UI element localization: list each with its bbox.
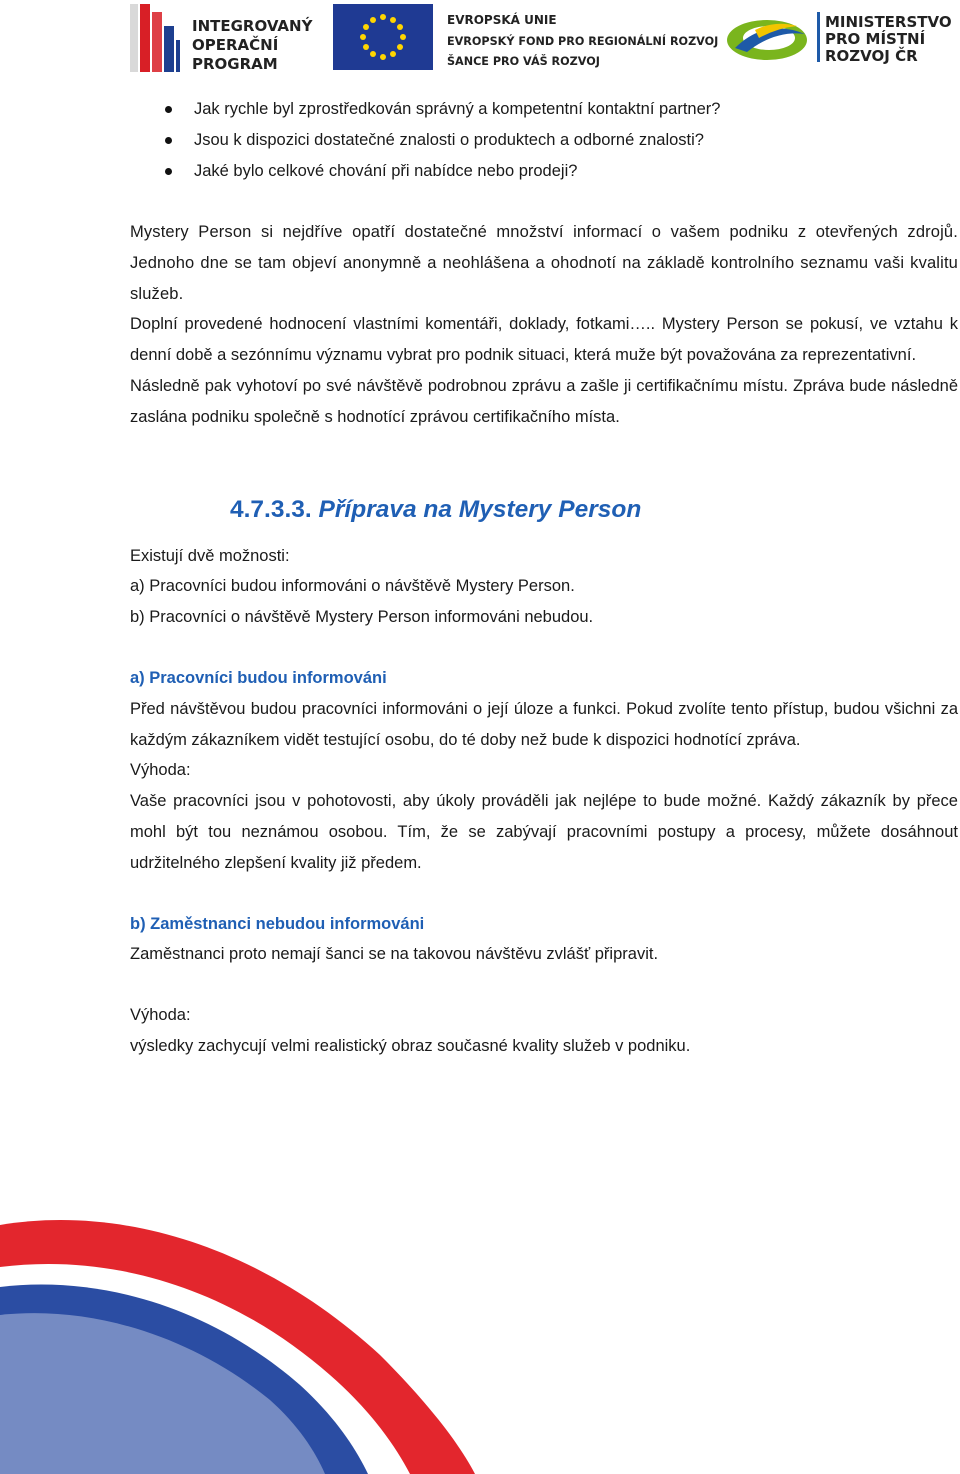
paragraph-3: Následně pak vyhotoví po své návštěvě podrobnou zprávu a zašle ji certifikačnímu místu. Zpráva bude následně zaslána podniku společně s hodnotící zprávou certifikačního místa. — [130, 376, 958, 426]
mmr-logo-line1: MINISTERSTVO — [825, 13, 952, 31]
part-b-text: Zaměstnanci proto nemají šanci se na takovou návštěvu zvlášť připravit. — [130, 945, 659, 964]
part-a-advantage-label: Výhoda: — [130, 761, 191, 780]
part-a-advantage-text: Vaše pracovníci jsou v pohotovosti, aby úkoly prováděli jak nejlépe to bude možné. Každý zákazník by přece mohl být tou neznámou osobou. Tím, že se zabývají pracovními postupy a procesy, můžete dosáhnout udržitelného zlepšení kvality již předem. — [130, 792, 958, 872]
bullet-list — [130, 94, 958, 187]
bullet-dot-icon — [165, 168, 172, 175]
section-number: 4.7.3.3. — [230, 495, 312, 523]
mmr-logo-line3: ROZVOJ ČR — [825, 47, 918, 65]
footer-swoosh-graphic — [0, 1205, 960, 1474]
eu-logo-line2: EVROPSKÝ FOND PRO REGIONÁLNÍ ROZVOJ — [447, 35, 719, 48]
header-logos — [0, 0, 960, 80]
iop-logo — [130, 4, 313, 73]
options-intro: Existují dvě možnosti: — [130, 546, 290, 565]
eu-logo-line1: EVROPSKÁ UNIE — [447, 13, 557, 27]
part-a-heading: a) Pracovníci budou informováni — [130, 668, 387, 687]
eu-logo — [333, 4, 719, 70]
part-a-text: Před návštěvou budou pracovníci informováni o její úloze a funkci. Pokud zvolíte tento přístup, budou všichni za každým zákazníkem vidět testující osobu, do té doby než bude k dispozici hodnotící zpráva. — [130, 699, 958, 749]
iop-logo-line1: INTEGROVANÝ — [192, 17, 313, 35]
part-b-advantage-label: Výhoda: — [130, 1006, 191, 1025]
iop-logo-line2: OPERAČNÍ — [192, 36, 279, 54]
paragraph-1: Mystery Person si nejdříve opatří dostatečné množství informací o vašem podniku z otevřených zdrojů. Jednoho dne se tam objeví anonymně a neohlášena a ohodnotí na základě kontrolního seznamu vaši kvalitu služeb. — [130, 223, 958, 303]
part-b-advantage-text: výsledky zachycují velmi realistický obraz současné kvality služeb v podniku. — [130, 1036, 691, 1055]
mmr-logo-line2: PRO MÍSTNÍ — [825, 30, 926, 48]
bullet-item: Jak rychle byl zprostředkován správný a kompetentní kontaktní partner? — [130, 94, 958, 125]
bullet-item: Jsou k dispozici dostatečné znalosti o produktech a odborné znalosti? — [130, 125, 958, 156]
iop-logo-line3: PROGRAM — [192, 55, 278, 73]
mmr-logo — [725, 8, 960, 66]
option-b: b) Pracovníci o návštěvě Mystery Person informováni nebudou. — [130, 608, 594, 627]
section-heading — [230, 479, 958, 541]
section-title-text: Příprava na Mystery Person — [318, 495, 642, 523]
bullet-dot-icon — [165, 137, 172, 144]
eu-logo-line3: ŠANCE PRO VÁŠ ROZVOJ — [447, 55, 600, 68]
document-body — [130, 94, 958, 1062]
part-b-heading: b) Zaměstnanci nebudou informováni — [130, 914, 425, 933]
bullet-dot-icon — [165, 106, 172, 113]
bullet-item: Jaké bylo celkové chování při nabídce nebo prodeji? — [130, 156, 958, 187]
option-a: a) Pracovníci budou informováni o návštěvě Mystery Person. — [130, 577, 575, 596]
paragraph-2: Doplní provedené hodnocení vlastními komentáři, doklady, fotkami….. Mystery Person se pokusí, ve vztahu k denní době a sezónnímu významu vybrat pro podnik situaci, která muže být považována za reprezentativní. — [130, 315, 958, 365]
